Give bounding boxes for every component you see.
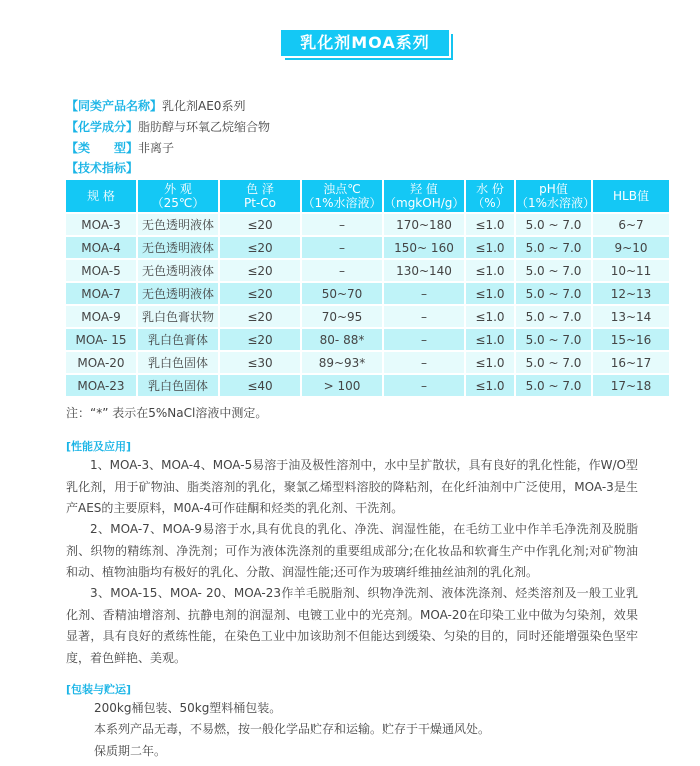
cell-hlb: 12~13 xyxy=(593,283,669,304)
cell-cloud-point: – xyxy=(302,214,382,235)
col-header-moisture: 水 份 （%） xyxy=(466,180,514,212)
cell-ph: 5.0 ~ 7.0 xyxy=(516,329,591,350)
cell-spec: MOA-23 xyxy=(66,375,136,396)
cell-hydroxyl: 130~140 xyxy=(384,260,464,281)
cell-appearance: 无色透明液体 xyxy=(138,214,218,235)
cell-moisture: ≤1.0 xyxy=(466,260,514,281)
cell-hydroxyl: 170~180 xyxy=(384,214,464,235)
col-header-appearance: 外 观 （25℃） xyxy=(138,180,218,212)
table-row xyxy=(66,260,669,281)
cell-hydroxyl: – xyxy=(384,283,464,304)
cell-ph: 5.0 ~ 7.0 xyxy=(516,375,591,396)
cell-hlb: 6~7 xyxy=(593,214,669,235)
performance-heading: [性能及应用] xyxy=(66,440,132,453)
cell-ph: 5.0 ~ 7.0 xyxy=(516,237,591,258)
cell-hlb: 15~16 xyxy=(593,329,669,350)
col-header-hydroxyl: 羟 值 （mgkOH/g） xyxy=(384,182,465,210)
table-row xyxy=(66,306,669,327)
cell-spec: MOA-3 xyxy=(66,214,136,235)
cell-hydroxyl: – xyxy=(384,329,464,350)
cell-spec: MOA-5 xyxy=(66,260,136,281)
performance-paragraph-3: 3、MOA-15、MOA- 20、MOA-23作羊毛脱脂剂、织物净洗剂、液体洗涤剂、烃类溶剂及一般工业乳化剂、香精油增溶剂、抗静电剂的润湿剂、电镀工业中的光亮剂。MOA-20在印染工业中做为匀染剂，效果显著，具有良好的煮练性能，在染色工业中加该助剂不但能达到缓染、匀染的目的，同时还能增强染色坚牢度，着色鲜艳、美观。 xyxy=(66,586,638,665)
cell-moisture: ≤1.0 xyxy=(466,283,514,304)
col-header-ph: pH值 （1%水溶液） xyxy=(516,182,596,210)
cell-moisture: ≤1.0 xyxy=(466,237,514,258)
cell-hlb: 10~11 xyxy=(593,260,669,281)
cell-appearance: 乳白色固体 xyxy=(138,352,218,373)
cell-color: ≤20 xyxy=(220,283,300,304)
performance-paragraph-2: 2、MOA-7、MOA-9易溶于水,具有优良的乳化、净洗、润湿性能，在毛纺工业中作羊毛净洗剂及脱脂剂、织物的精练剂、净洗剂；可作为液体洗涤剂的重要组成部分;在化妆品和软膏生产中作乳化剂;对矿物油和动、植物油脂均有极好的乳化、分散、润湿性能;还可作为玻璃纤维抽丝油剂的乳化剂。 xyxy=(66,522,638,579)
cell-cloud-point: 70~95 xyxy=(302,306,382,327)
cell-ph: 5.0 ~ 7.0 xyxy=(516,306,591,327)
cell-hydroxyl: 150~ 160 xyxy=(384,237,464,258)
page-title: 乳化剂MOA系列 xyxy=(281,30,449,56)
table-footnote: 注：“*” 表示在5%NaCl溶液中测定。 xyxy=(66,406,268,420)
cell-appearance: 无色透明液体 xyxy=(138,237,218,258)
table-row xyxy=(66,214,669,235)
packaging-line-3: 保质期二年。 xyxy=(94,744,167,758)
cell-hydroxyl: – xyxy=(384,306,464,327)
cell-hlb: 13~14 xyxy=(593,306,669,327)
cell-ph: 5.0 ~ 7.0 xyxy=(516,352,591,373)
table-row xyxy=(66,329,669,350)
info-composition xyxy=(66,119,270,135)
table-row xyxy=(66,375,669,396)
spec-table xyxy=(64,178,671,398)
cell-hlb: 17~18 xyxy=(593,375,669,396)
cell-hlb: 9~10 xyxy=(593,237,669,258)
performance-paragraph-1: 1、MOA-3、MOA-4、MOA-5易溶于油及极性溶剂中，水中呈扩散状，具有良好的乳化性能，作W/O型乳化剂，用于矿物油、脂类溶剂的乳化，聚氯乙烯型料溶胶的降粘剂，在化纤油剂中广泛使用，MOA-3是生产AES的主要原料，M0A-4可作硅酮和烃类的乳化剂、干洗剂。 xyxy=(66,458,638,515)
info-specs-heading xyxy=(66,160,138,176)
cell-color: ≤20 xyxy=(220,329,300,350)
packaging-line-2: 本系列产品无毒，不易燃，按一般化学品贮存和运输。贮存于干燥通风处。 xyxy=(94,722,491,736)
table-row xyxy=(66,283,669,304)
info-product-family xyxy=(66,98,245,114)
cell-moisture: ≤1.0 xyxy=(466,375,514,396)
cell-cloud-point: – xyxy=(302,260,382,281)
cell-ph: 5.0 ~ 7.0 xyxy=(516,260,591,281)
cell-spec: MOA- 15 xyxy=(66,329,136,350)
cell-cloud-point: 89~93* xyxy=(302,352,382,373)
cell-hlb: 16~17 xyxy=(593,352,669,373)
cell-appearance: 无色透明液体 xyxy=(138,283,218,304)
cell-moisture: ≤1.0 xyxy=(466,352,514,373)
cell-hydroxyl: – xyxy=(384,352,464,373)
cell-cloud-point: 50~70 xyxy=(302,283,382,304)
table-row xyxy=(66,352,669,373)
packaging-line-1: 200kg桶包装、50kg塑料桶包装。 xyxy=(94,701,282,715)
info-label: 【类 型】 xyxy=(66,141,139,155)
cell-hydroxyl: – xyxy=(384,375,464,396)
info-label: 【同类产品名称】 xyxy=(66,99,163,113)
cell-ph: 5.0 ~ 7.0 xyxy=(516,214,591,235)
cell-color: ≤20 xyxy=(220,306,300,327)
packaging-heading: [包装与贮运] xyxy=(66,683,132,696)
info-label: 【化学成分】 xyxy=(66,120,139,134)
cell-color: ≤20 xyxy=(220,260,300,281)
cell-appearance: 乳白色膏体 xyxy=(138,329,218,350)
info-value: 非离子 xyxy=(138,141,175,155)
cell-color: ≤20 xyxy=(220,214,300,235)
col-header-spec: 规 格 xyxy=(66,180,136,212)
col-header-hlb: HLB值 xyxy=(593,180,669,212)
col-header-color: 色 泽 Pt-Co xyxy=(220,180,300,212)
table-row xyxy=(66,237,669,258)
cell-appearance: 乳白色膏状物 xyxy=(138,306,218,327)
col-header-cloud-point: 浊点℃ （1%水溶液） xyxy=(302,182,382,210)
cell-moisture: ≤1.0 xyxy=(466,329,514,350)
cell-cloud-point: – xyxy=(302,237,382,258)
cell-appearance: 乳白色固体 xyxy=(138,375,218,396)
page-title-banner xyxy=(281,30,449,56)
cell-color: ≤30 xyxy=(220,352,300,373)
cell-moisture: ≤1.0 xyxy=(466,306,514,327)
info-value: 乳化剂AE0系列 xyxy=(162,99,246,113)
cell-color: ≤40 xyxy=(220,375,300,396)
info-type xyxy=(66,140,174,156)
info-label: 【技术指标】 xyxy=(66,161,139,175)
cell-spec: MOA-4 xyxy=(66,237,136,258)
cell-cloud-point: 80- 88* xyxy=(302,329,382,350)
cell-ph: 5.0 ~ 7.0 xyxy=(516,283,591,304)
cell-spec: MOA-20 xyxy=(66,352,136,373)
cell-spec: MOA-9 xyxy=(66,306,136,327)
table-header-row xyxy=(66,180,669,212)
cell-cloud-point: > 100 xyxy=(302,375,382,396)
info-value: 脂肪醇与环氧乙烷缩合物 xyxy=(138,120,271,134)
cell-color: ≤20 xyxy=(220,237,300,258)
cell-appearance: 无色透明液体 xyxy=(138,260,218,281)
cell-spec: MOA-7 xyxy=(66,283,136,304)
cell-moisture: ≤1.0 xyxy=(466,214,514,235)
